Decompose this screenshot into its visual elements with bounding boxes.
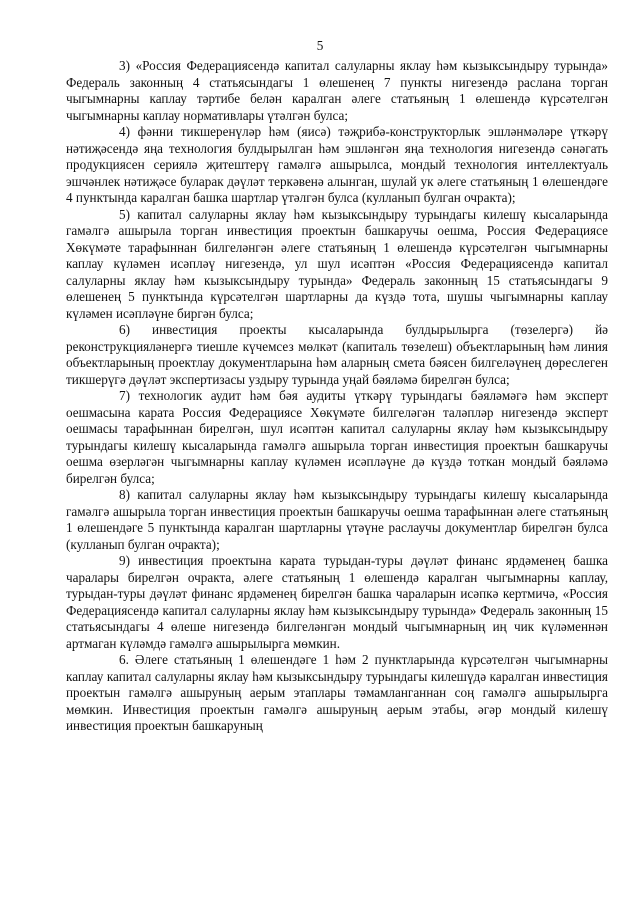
paragraph-item-6: 6) инвестиция проекты кысаларында булдырылырга (төзелергә) йә реконструкцияләнергә тиешле күчемсез мөлкәт (капиталь төзелеш) объектларының һәм линия объектларының проектлау документларына һәм аларның смета бәясен билгеләүнең дөреслеген тикшерүгә дәүләт экспертизасы уздыру турында уңай бәяләмә бирелгән булса; bbox=[66, 322, 608, 387]
document-body bbox=[66, 58, 608, 735]
page-number: 5 bbox=[316, 38, 324, 53]
paragraph-item-9: 9) инвестиция проектына карата турыдан-туры дәүләт финанс ярдәменең башка чаралары бирелгән очракта, әлеге статьяның 1 өлешендә каралган чыгымнарны каплау, турыдан-туры дәүләт финанс ярдәменең бирелгән башка чараларын исәпкә кертмичә, «Россия Федерациясендә капитал салуларны яклау һәм кызыксындыру турында» Федераль законның 15 статьясындагы 4 өлеше нигезендә билгеләнгән мондый чыгымнарның иң чик күләменнән артмаган күләмдә гамәлгә ашырылырга мөмкин. bbox=[66, 553, 608, 651]
paragraph-item-7: 7) технологик аудит һәм бәя аудиты үткәрү турындагы бәяләмәгә һәм эксперт оешмасына карата Россия Федерациясе Хөкүмәте билгеләгән таләпләр нигезендә эксперт оешмасы тарафыннан бирелгән, шул исәптән капитал салуларны яклау һәм кызыксындыру турындагы килешү кысаларында гамәлгә ашырыла торган инвестиция проектын башкаручы оешма өзерләгән чыгымнарны каплау күләмен исәпләүне дә күздә тоткан мондый бәяләмә бирелгән булса; bbox=[66, 388, 608, 486]
paragraph-item-3: 3) «Россия Федерациясендә капитал салуларны яклау һәм кызыксындыру турында» Федераль законның 4 статьясындагы 1 өлешенең 7 пункты нигезендә раслана торган чыгымнарны каплау тәртибе белән каралган әлеге статьяның 1 өлешендә күрсәтелгән чыгымнарны каплау нормативлары үтәлгән булса; bbox=[66, 58, 608, 123]
paragraph-item-4: 4) фәнни тикшеренүләр һәм (яисә) тәҗрибә-конструкторлык эшләнмәләре үткәрү нәтиҗәсендә яңа технология булдырылган һәм эшләнгән яңа технология нигезендә сәнәгать продукциясен сериялә җитештерү гамәлгә ашырылса, мондый технология интеллектуаль эшчәнлек нәтиҗәсе буларак дәүләт теркәвенә алынган, шулай ук әлеге статьяның 1 өлешендәге 4 пунктында каралган башка шартлар үтәлгән булса (кулланып булган очракта); bbox=[66, 124, 608, 205]
paragraph-item-5: 5) капитал салуларны яклау һәм кызыксындыру турындагы килешү кысаларында гамәлгә ашырыла торган инвестиция проектын башкаручы оешма, Россия Федерациясе Хөкүмәте тарафыннан билгеләнгән әлеге статьяның 1 өлешендә күрсәтелгән чыгымнарны каплау күләмен исәпләү нигезендә, ул шул исәптән «Россия Федерациясендә капитал салуларны яклау һәм кызыксындыру турында» Федераль законның 15 статьясындагы 9 өлешенең 5 пунктында күрсәтелгән шартларны да күздә тота, шушы чыгымнарны каплау күләмен исәпләүне биргән булса; bbox=[66, 206, 608, 321]
paragraph-part-6: 6. Әлеге статьяның 1 өлешендәге 1 һәм 2 пунктларында күрсәтелгән чыгымнарны каплау капитал салуларны яклау һәм кызыксындыру турындагы килешүдә каралган инвестиция проектын гамәлгә ашыруның аерым этаплары тәмамланганнан соң гамәлгә ашырылырга мөмкин. Инвестиция проектын гамәлгә ашыруның аерым этабы, әгәр мондый килешү инвестиция проектын башкаруның bbox=[66, 652, 608, 733]
paragraph-item-8: 8) капитал салуларны яклау һәм кызыксындыру турындагы килешү кысаларында гамәлгә ашырыла торган инвестиция проектын башкаручы оешма тарафыннан әлеге статьяның 1 өлешендәге 5 пунктында каралган шартларны үтәүне раслаучы документлар бирелгән булса (кулланып булган очракта); bbox=[66, 487, 608, 552]
